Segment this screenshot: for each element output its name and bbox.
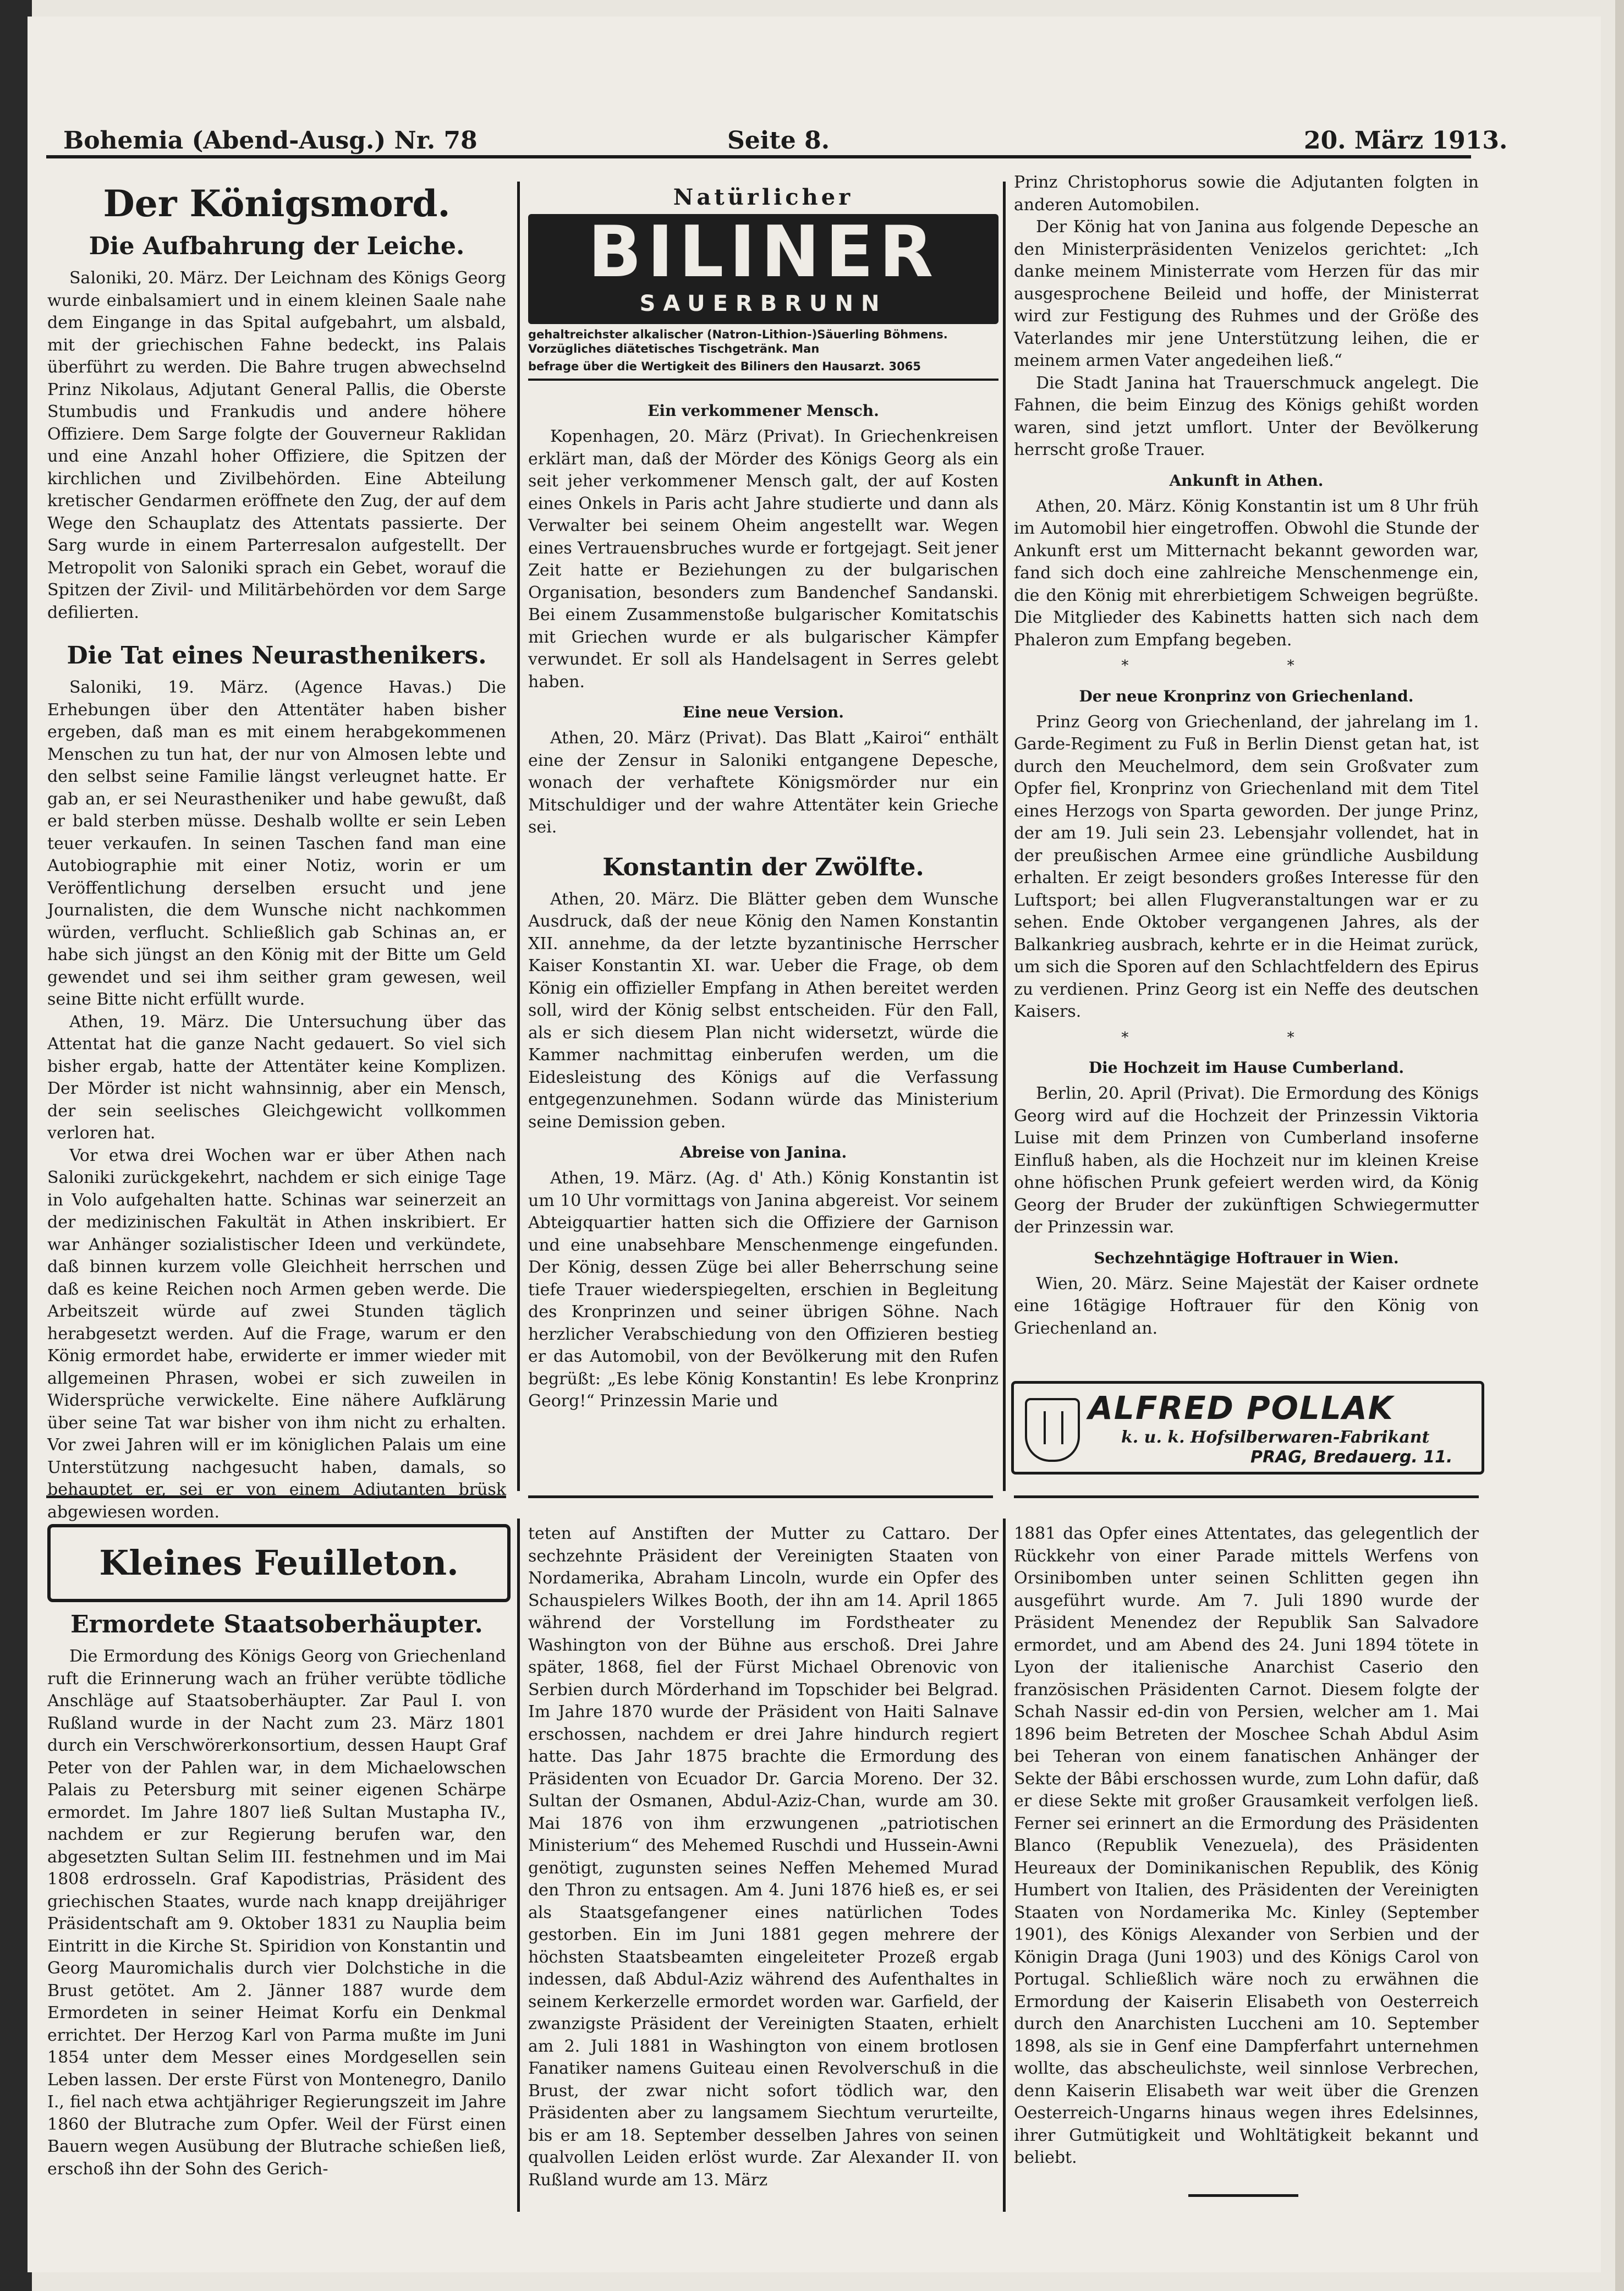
column-divider-3 — [517, 1519, 520, 2212]
header-publication: Bohemia (Abend-Ausg.) Nr. 78 — [63, 127, 478, 155]
section-rule-2 — [528, 1495, 993, 1498]
paragraph: Die Ermordung des Königs Georg von Griechenland ruft die Erinnerung wach an früher verübte tödliche Anschläge auf Staatsoberhäupter. Zar Paul I. von Rußland wurde in der Nacht zum 23. März 1801 durch ein Verschwörerkonsortium, dessen Haupt Graf Peter von der Pahlen war, in dem Michaelowschen Palais zu Petersburg mit seiner eigenen Schärpe ermordet. Im Jahre 1807 ließ Sultan Mustapha IV., nachdem er zur Regierung berufen war, den abgesetzten Sultan Selim III. festnehmen und im Mai 1808 erdrosseln. Graf Kapodistrias, Präsident des griechischen Staates, wurde nach knapp dreijähriger Präsidentschaft am 9. Oktober 1831 zu Nauplia beim Eintritt in die Kirche St. Spiridion von Konstantin und Georg Mauromichalis durch vier Dolchstiche in die Brust getötet. Am 2. Jänner 1887 wurde dem Ermordeten in seiner Heimat Korfu ein Denkmal errichtet. Der Herzog Karl von Parma mußte im Juni 1854 unter dem Messer eines Mordgesellen sein Leben lassen. Der erste Fürst von Montenegro, Danilo I., fiel nach etwa achtjähriger Regierungszeit im Jahre 1860 der Blutrache zum Opfer. Weil der Fürst einen Bauern wegen Ausübung der Blutrache schießen ließ, erschoß ihn der Sohn des Gerich- — [47, 1647, 506, 2179]
subheading-kronprinz: Der neue Kronprinz von Griechenland. — [1079, 687, 1414, 705]
crest-icon — [1025, 1398, 1080, 1462]
paragraph: Die Stadt Janina hat Trauerschmuck angelegt. Die Fahnen, die beim Einzug des Königs gehißt worden waren, sind jetzt umflort. Unter der Bevölkerung herrscht große Trauer. — [1014, 373, 1479, 459]
ad-pollak-name: ALFRED POLLAK — [1088, 1389, 1394, 1427]
scan-edge-right — [1615, 0, 1624, 2291]
header-date: 20. März 1913. — [1304, 127, 1508, 155]
paragraph: Athen, 19. März. (Ag. d' Ath.) König Konstantin ist um 10 Uhr vormittags von Janina abgereist. Vor seinem Abteigquartier hatten sich die Offiziere der Garnison und eine unabsehbare Menschenmenge eingefunden. Der König, dessen Züge bei aller Beherrschung seine tiefe Trauer wiederspiegelten, erschien in Begleitung des Kronprinzen und seiner übrigen Söhne. Nach herzlicher Verabschiedung von den Offizieren bestieg er das Automobil, von der Bevölkerung mit den Rufen begrüßt: „Es lebe König Konstantin! Es lebe Kronprinz Georg!“ Prinzessin Marie und — [528, 1169, 998, 1411]
article-title-konstantin: Konstantin der Zwölfte. — [602, 853, 924, 881]
subheading-abreise-janina: Abreise von Janina. — [679, 1143, 847, 1161]
paragraph: Berlin, 20. April (Privat). Die Ermordung des Königs Georg wird auf die Hochzeit der Prinzessin Viktoria Luise mit dem Prinzen von Cumberland insoferne Einfluß haben, als die Hochzeit nur im kleinen Kreise ohne höfischen Prunk gefeiert werden wird, da König Georg der Bruder der zukünftigen Schwiegermutter der Prinzessin war. — [1014, 1084, 1479, 1237]
paragraph: teten auf Anstiften der Mutter zu Cattaro. Der sechzehnte Präsident der Vereinigten Staaten von Nordamerika, Abraham Lincoln, wurde ein Opfer des Schauspielers Wilkes Booth, der ihn am 14. April 1865 während der Vorstellung im Fordstheater zu Washington von der Bühne aus erschoß. Drei Jahre später, 1868, fiel der Fürst Michael Obrenovic von Serbien durch Mörderhand im Topschider bei Belgrad. Im Jahre 1870 wurde der Präsident von Haiti Salnave erschossen, nachdem er drei Jahre hindurch regiert hatte. Das Jahr 1875 brachte die Ermordung des Präsidenten von Ecuador Dr. Garcia Moreno. Der 32. Sultan der Osmanen, Abdul-Aziz-Chan, wurde am 30. Mai 1876 von ihm erzwungenen „patriotischen Ministerium“ des Mehemed Ruschdi und Hussein-Awni genötigt, zugunsten seines Neffen Mehemed Murad den Thron zu entsagen. Am 4. Juni 1876 hieß es, er sei als Staatsgefangener eines natürlichen Todes gestorben. Ein im Juni 1881 gegen mehrere der höchsten Staatsbeamten eingeleiteter Prozeß ergab indessen, daß Abdul-Aziz während des Aufenthaltes in seinem Kerkerzelle ermordet worden war. Garfield, der zwanzigste Präsident der Vereinigten Staaten, erhielt am 2. Juli 1881 in Washington von einem brotlosen Fanatiker namens Guiteau einen Revolverschuß in die Brust, der zwar nicht sofort tödlich war, den Präsidenten aber zu langsamem Siechtum verurteilte, bis er am 18. September desselben Jahres von seinen qualvollen Leiden erlöst wurde. Zar Alexander II. von Rußland wurde am 13. März — [528, 1524, 998, 2190]
paragraph: Athen, 20. März. König Konstantin ist um 8 Uhr früh im Automobil hier eingetroffen. Obwohl die Stunde der Ankunft erst um Mitternacht bekannt geworden war, fand sich doch eine zahlreiche Menschenmenge ein, die den König mit ehrerbietigem Schweigen begrüßte. Die Mitglieder des Kabinetts hatten sich nach dem Phaleron zum Empfang begeben. — [1014, 496, 1479, 650]
feuilleton-column-2 — [528, 1523, 998, 2197]
separator-stars: * * — [1121, 1029, 1371, 1046]
paragraph: Saloniki, 19. März. (Agence Havas.) Die Erhebungen über den Attentäter haben bisher ergeben, daß man es mit einem herabgekommenen Menschen zu tun hat, der nur von Almosen lebte und den selbst seine Familie längst verleugnet hatte. Er gab an, er sei Neurastheniker und habe gewußt, daß er bald sterben müsse. Deshalb wollte er sein Leben teuer verkaufen. In seinen Taschen fand man eine Autobiographie mit einer Notiz, worin er um Veröffentlichung derselben ersucht und jene Journalisten, die dem Wunsche nicht nachkommen würden, verflucht. Schließlich gab Schinas an, er habe sich jüngst an den König mit der Bitte um Geld gewendet und sei ihm seither gram gewesen, weil seine Bitte nicht erfüllt wurde. — [47, 678, 506, 1009]
column-3 — [1014, 172, 1479, 1377]
advertisement-biliner — [528, 184, 998, 380]
column-2 — [528, 392, 998, 1487]
subheading-hochzeit: Die Hochzeit im Hause Cumberland. — [1088, 1059, 1404, 1077]
paragraph: Athen, 20. März. Die Blätter geben dem Wunsche Ausdruck, daß der neue König den Namen Konstantin XII. annehme, da der letzte byzantinische Herrscher Kaiser Konstantin XI. war. Ueber die Frage, ob dem König ein offizieller Empfang in Athen bereitet werden soll, wird der König selbst entscheiden. Für den Fall, als er sich diesem Plan nicht widersetzt, würde die Kammer nachmittag einberufen werden, um die Eidesleistung des Königs auf die Verfassung entgegenzunehmen. Sodann würde das Ministerium seine Demission geben. — [528, 889, 998, 1132]
feuilleton-column-1 — [47, 1609, 506, 2193]
article-title-koenigsmord: Der Königsmord. — [103, 182, 451, 225]
subheading-hoftrauer: Sechzehntägige Hoftrauer in Wien. — [1094, 1248, 1399, 1267]
feuilleton-banner: Kleines Feuilleton. — [47, 1524, 511, 1602]
section-rule-3 — [1014, 1495, 1479, 1498]
column-divider-2 — [1003, 182, 1006, 1491]
ad-biliner-fine1: gehaltreichster alkalischer (Natron-Lithion-)Säuerling Böhmens. Vorzügliches diätetisches Tischgetränk. Man — [528, 328, 948, 355]
paragraph: Wien, 20. März. Seine Majestät der Kaiser ordnete eine 16tägige Hoftrauer für den König von Griechenland an. — [1014, 1274, 1479, 1338]
paragraph: 1881 das Opfer eines Attentates, das gelegentlich der Rückkehr von einer Parade mittels Werfens von Orsinibomben unter seinen Schlitten gegen ihn ausgeführt wurde. Am 7. Juli 1890 wurde der Präsident Menendez der Republik San Salvadore ermordet, und am Abend des 24. Juni 1894 tötete in Lyon der italienische Anarchist Caserio den französischen Präsidenten Carnot. Diesem folgte der Schah Nassir ed-din von Persien, welcher am 1. Mai 1896 beim Betreten der Moschee Schah Abdul Asim bei Teheran von einem fanatischen Anhänger der Sekte der Bâbi erschossen wurde, zum Lohn dafür, daß er diese Sekte mit großer Grausamkeit verfolgen ließ. Ferner sei erinnert an die Ermordung des Präsidenten Blanco (Republik Venezuela), des Präsidenten Heureaux der Dominikanischen Republik, des König Humbert von Italien, des Präsidenten der Vereinigten Staaten von Nordamerika Mc. Kinley (September 1901), des Königs Alexander von Serbien und der Königin Draga (Juni 1903) und des Königs Carol von Portugal. Schließlich wäre noch zu erwähnen die Ermordung der Kaiserin Elisabeth von Oesterreich durch den Anarchisten Luccheni am 10. September 1898, als sie in Genf eine Dampferfahrt unternehmen wollte, das abscheulichste, weil sinnlose Verbrechen, denn Kaiserin Elisabeth war weit über die Grenzen Oesterreich-Ungarns hinaus wegen ihres Edelsinnes, ihrer Gutmütigkeit und Wohltätigkeit bekannt und beliebt. — [1014, 1524, 1479, 2167]
feuilleton-column-3 — [1014, 1523, 1479, 2189]
subheading-ankunft-athen: Ankunft in Athen. — [1169, 471, 1324, 490]
paragraph: Prinz Georg von Griechenland, der jahrelang im 1. Garde-Regiment zu Fuß in Berlin Dienst getan hat, ist durch den Meuchelmord, dem sein Großvater zum Opfer fiel, Kronprinz von Griechenland mit dem Titel eines Herzogs von Sparta geworden. Der junge Prinz, der am 19. Juli sein 23. Lebensjahr vollendet, hat in der preußischen Armee eine gründliche Ausbildung erhalten. Er zeigt besonders großes Interesse für den Luftsport; bei allen Flugveranstaltungen war er zu sehen. Ende Oktober vergangenen Jahres, als der Balkankrieg ausbrach, kehrte er in die Heimat zurück, um sich die Sporen auf den Schlachtfeldern des Epirus zu verdienen. Prinz Georg ist ein Neffe des deutschen Kaisers. — [1014, 712, 1479, 1021]
paragraph: Kopenhagen, 20. März (Privat). In Griechenkreisen erklärt man, daß der Mörder des Königs Georg als ein seit jeher verkommener Mensch galt, der auf Kosten eines Onkels in Paris acht Jahre studierte und dann als Verwalter bei seinem Oheim angestellt war. Wegen eines Vertrauensbruches wurde er fortgejagt. Seit jener Zeit hatte er Beziehungen zu der bulgarischen Organisation, besonders zum Bandenchef Sandanski. Bei einem Zusammenstoße bulgarischer Komitatschis mit Griechen wurde er als bulgarischer Kämpfer verwundet. Er soll als Handelsagent in Serres gelebt haben. — [528, 427, 998, 692]
paragraph: Der König hat von Janina aus folgende Depesche an den Ministerpräsidenten Venizelos gerichtet: „Ich danke meinem Ministerrate vom Herzen für das mir ausgesprochene Beileid und hoffe, der Ministerrat wird zur Festigung des Ruhmes und der Größe des Vaterlandes mir jene Unterstützung leihen, die er meinem armen Vater angedeihen ließ.“ — [1014, 217, 1479, 370]
subheading-neue-version: Eine neue Version. — [683, 703, 844, 721]
column-1 — [47, 175, 506, 1522]
advertisement-pollak — [1011, 1381, 1484, 1475]
column-divider-1 — [517, 182, 520, 1491]
paragraph: Athen, 19. März. Die Untersuchung über das Attentat hat die ganze Nacht gedauert. So viel sich bisher ergab, hatte der Attentäter keine Komplizen. Der Mörder ist nicht wahnsinnig, aber ein Mensch, der sein seelisches Gleichgewicht vollkommen verloren hat. — [47, 1012, 506, 1143]
end-rule — [1188, 2194, 1298, 2197]
header-rule — [46, 155, 1471, 158]
paragraph: Prinz Christophorus sowie die Adjutanten folgten in anderen Automobilen. — [1014, 173, 1479, 215]
ad-biliner-top: Natürlicher — [673, 184, 854, 210]
ad-biliner-logo-box — [528, 211, 998, 324]
subheading-verkommener-mensch: Ein verkommener Mensch. — [648, 402, 879, 420]
feuilleton-title: Ermordete Staatsoberhäupter. — [70, 1610, 483, 1638]
header-page-number: Seite 8. — [727, 127, 830, 155]
subheading-neurastheniker: Die Tat eines Neurasthenikers. — [67, 642, 487, 670]
separator-stars: * * — [1121, 657, 1371, 674]
subheading-aufbahrung: Die Aufbahrung der Leiche. — [89, 232, 465, 260]
paragraph: Vor etwa drei Wochen war er über Athen nach Saloniki zurückgekehrt, nachdem er sich einige Tage in Volo aufgehalten hatte. Schinas war seinerzeit an der medizinischen Fakultät in Athen inskribiert. Er war Anhänger sozialistischer Ideen und verkündete, daß binnen kurzem volle Gleichheit herrschen und daß es keine Reichen noch Armen geben werde. Die Arbeitszeit würde auf zwei Stunden täglich herabgesetzt werden. Auf die Frage, warum er den König ermordet habe, erwiderte er immer wieder mit allgemeinen Phrasen, wobei er sich zuweilen in Widersprüche verwickelte. Eine nähere Aufklärung über seine Tat war bisher von ihm nicht zu erhalten. Vor zwei Jahren will er im königlichen Palais um eine Unterstützung nachgesucht haben, damals, so behauptet er, sei er von einem Adjutanten brüsk abgewiesen worden. — [47, 1146, 506, 1522]
ad-pollak-title: k. u. k. Hofsilberwaren-Fabrikant — [1121, 1428, 1430, 1447]
column-divider-4 — [1003, 1519, 1006, 2212]
paragraph: Athen, 20. März (Privat). Das Blatt „Kairoi“ enthält eine der Zensur in Saloniki entgangene Depesche, wonach der verhaftete Königsmörder nur ein Mitschuldiger und der wahre Attentäter kein Grieche sei. — [528, 728, 998, 837]
ad-pollak-address: PRAG, Bredauerg. 11. — [1250, 1448, 1453, 1467]
paragraph: Saloniki, 20. März. Der Leichnam des Königs Georg wurde einbalsamiert und in einem kleinen Saale nahe dem Eingange in das Spital aufgebahrt, um alsbald, mit der griechischen Fahne bedeckt, ins Palais überführt zu werden. Die Bahre trugen abwechselnd Prinz Nikolaus, Adjutant General Pallis, die Oberste Stumbudis und Frankudis und andere höhere Offiziere. Dem Sarge folgte der Gouverneur Raklidan und eine Anzahl hoher Offiziere, die Spitzen der kirchlichen und Zivilbehörden. Eine Abteilung kretischer Gendarmen eröffnete den Zug, der auf dem Wege den Schauplatz des Attentats passierte. Der Sarg wurde in einem Parterresalon aufgestellt. Der Metropolit von Saloniki sprach ein Gebet, worauf die Spitzen der Zivil- und Militärbehörden vor dem Sarge defilierten. — [47, 268, 506, 622]
ad-biliner-fine2: befrage über die Wertigkeit des Biliners den Hausarzt. 3065 — [528, 360, 921, 373]
ad-biliner-sub: SAUERBRUNN — [639, 291, 887, 316]
ad-biliner-name: BILINER — [588, 211, 939, 293]
